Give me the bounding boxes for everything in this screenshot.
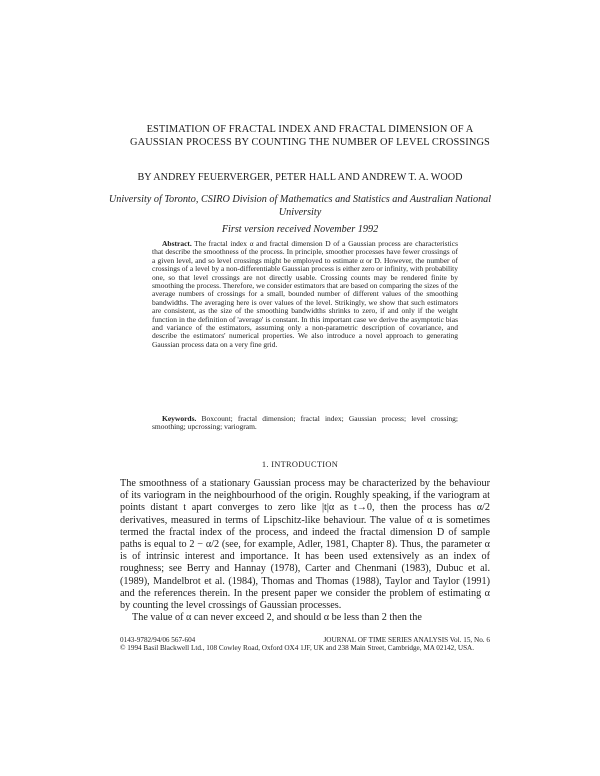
abstract-text: The fractal index α and fractal dimension D of a Gaussian process are characteristics that describe the smoothness of the process. In principle, smoother processes have fewer crossings of a given level, and so level crossings might be employed to estimate α or D. However, the number of crossings of a level by a non-differentiable Gaussian process is either zero or infinity, with probability one, so that level crossings are not directly usable. Crossing counts may be rendered finite by smoothing the process. Therefore, we consider estimators that are based on comparing the sizes of the average numbers of crossings for a small, bounded number of different values of the smoothing bandwidths. The averaging here is over values of the level. Strikingly, we show that such estimators are consistent, as the size of the smoothing bandwidths shrinks to zero, if and only if the weight function in the definition of 'average' is constant. In this important case we derive the asymptotic bias and variance of the estimators, assuming only a non-parametric description of covariance, and describe the estimators' numerical properties. We also introduce a novel approach to generating Gaussian process data on a very fine grid. bbox=[152, 239, 458, 349]
author-line: BY ANDREY FEUERVERGER, PETER HALL AND ANDREW T. A. WOOD bbox=[137, 172, 463, 183]
paper-title: ESTIMATION OF FRACTAL INDEX AND FRACTAL DIMENSION OF A GAUSSIAN PROCESS BY COUNTING THE NUMBER OF LEVEL CROSSINGS bbox=[130, 124, 490, 148]
body-text bbox=[120, 478, 490, 624]
body-paragraph: The value of α can never exceed 2, and should α be less than 2 then the bbox=[132, 612, 422, 624]
copyright-notice: © 1994 Basil Blackwell Ltd., 108 Cowley Road, Oxford OX4 1JF, UK and 238 Main Street, Cambridge, MA 02142, USA. bbox=[120, 644, 475, 653]
keywords bbox=[152, 415, 458, 432]
keywords-label: Keywords. bbox=[162, 414, 197, 423]
body-paragraph: The smoothness of a stationary Gaussian process may be characterized by the behaviour of its variogram in the neighbourhood of the origin. Roughly speaking, if the variogram at points distant t apart converges to zero like |t|α as t→0, then the process has α/2 derivatives, measured in terms of Lipschitz-like behaviour. The value of α is sometimes termed the fractal index of the process, and indeed the fractal dimension D of sample paths is equal to 2 − α/2 (see, for example, Adler, 1981, Chapter 8). Thus, the parameter α is of intrinsic interest and importance. It has been used extensively as an index of roughness; see Berry and Hannay (1978), Carter and Chenmani (1983), Dubuc et al. (1989), Mandelbrot et al. (1984), Thomas and Thomas (1988), Taylor and Taylor (1991) and the references therein. In the present paper we consider the problem of estimating α by counting the level crossings of Gaussian processes. bbox=[120, 478, 490, 612]
abstract bbox=[152, 240, 458, 349]
section-heading: 1. INTRODUCTION bbox=[261, 460, 339, 469]
issn-code: 0143-9782/94/06 567-604 bbox=[120, 636, 196, 644]
keywords-text: Boxcount; fractal dimension; fractal index; Gaussian process; level crossing; smoothing; upcrossing; variogram. bbox=[152, 414, 458, 432]
abstract-label: Abstract. bbox=[162, 239, 192, 248]
received-date: First version received November 1992 bbox=[221, 224, 379, 235]
journal-info: JOURNAL OF TIME SERIES ANALYSIS Vol. 15, No. 6 bbox=[323, 636, 490, 644]
affiliation-line: University of Toronto, CSIRO Division of Mathematics and Statistics and Australian National University bbox=[108, 194, 492, 218]
page-footer bbox=[120, 636, 490, 652]
